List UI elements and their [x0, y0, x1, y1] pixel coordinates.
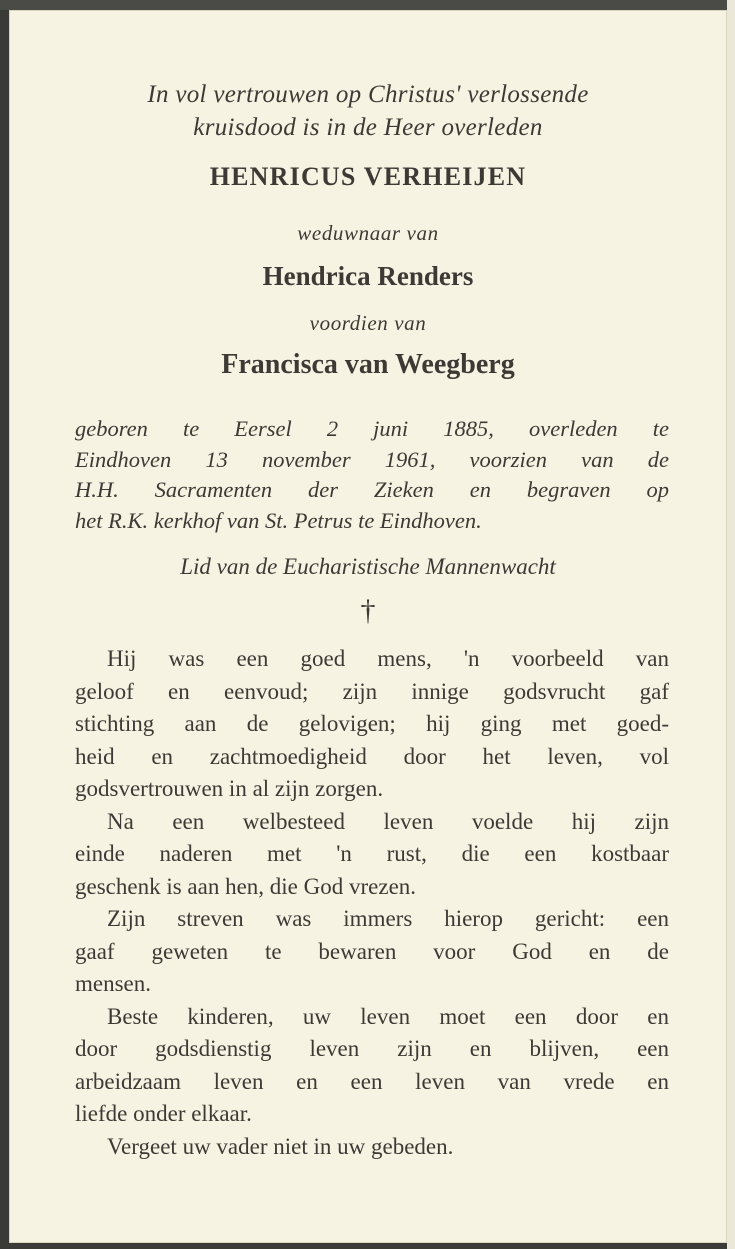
paragraph-line: Na een welbesteed leven voelde hij zijn [107, 808, 669, 834]
paragraph-line: heid en zachtmoedigheid door het leven, vol [75, 743, 669, 769]
intro-line-1: In vol vertrouwen op Christus' verlossende [147, 81, 589, 108]
spouse-name-2: Francisca van Weegberg [221, 349, 515, 380]
biography-line: het R.K. kerkhof van St. Petrus te Eindhoven. [75, 507, 482, 533]
scan-right-edge [727, 0, 735, 1249]
tribute-text [75, 643, 669, 1163]
paragraph-line: Hij was een goed mens, 'n voorbeeld van [107, 646, 669, 671]
deceased-name: HENRICUS VERHEIJEN [209, 162, 527, 191]
biography [75, 414, 669, 536]
biography-line: geboren te Eersel 2 juni 1885, overleden te [75, 416, 669, 441]
paragraph-line: liefde onder elkaar. [75, 1101, 252, 1126]
paragraph-line: Beste kinderen, uw leven moet een door en [107, 1003, 669, 1029]
cross-icon: † [360, 594, 376, 627]
paragraph-line: mensen. [75, 971, 152, 996]
connector-widower: weduwnaar van [297, 221, 439, 245]
paragraph-line: einde naderen met 'n rust, die een kostbaar [75, 841, 669, 866]
intro-line-2: kruisdood is in de Heer overleden [193, 114, 543, 141]
connector-previously: voordien van [309, 311, 427, 335]
paragraph-line: Vergeet uw vader niet in uw gebeden. [107, 1133, 454, 1159]
paragraph-line: gaaf geweten te bewaren voor God en de [75, 938, 669, 964]
spouse-name-1: Hendrica Renders [262, 261, 474, 291]
biography-line: H.H. Sacramenten der Zieken en begraven op [75, 477, 669, 502]
paragraph-line: stichting aan de gelovigen; hij ging met goed- [75, 711, 669, 736]
paragraph-line: godsvertrouwen in al zijn zorgen. [75, 776, 384, 801]
paragraph-line: arbeidzaam leven en een leven van vrede en [75, 1068, 669, 1094]
paragraph-line: geschenk is aan hen, die God vrezen. [75, 873, 417, 899]
membership: Lid van de Eucharistische Mannenwacht [180, 554, 556, 579]
paragraph-line: geloof en eenvoud; zijn innige godsvrucht gaf [75, 678, 669, 704]
memorial-card [9, 10, 727, 1243]
scan-top-edge [0, 0, 735, 10]
paragraph-line: door godsdienstig leven zijn en blijven, een [75, 1036, 669, 1061]
paragraph-line: Zijn streven was immers hierop gericht: een [107, 906, 669, 931]
biography-line: Eindhoven 13 november 1961, voorzien van de [75, 446, 669, 472]
